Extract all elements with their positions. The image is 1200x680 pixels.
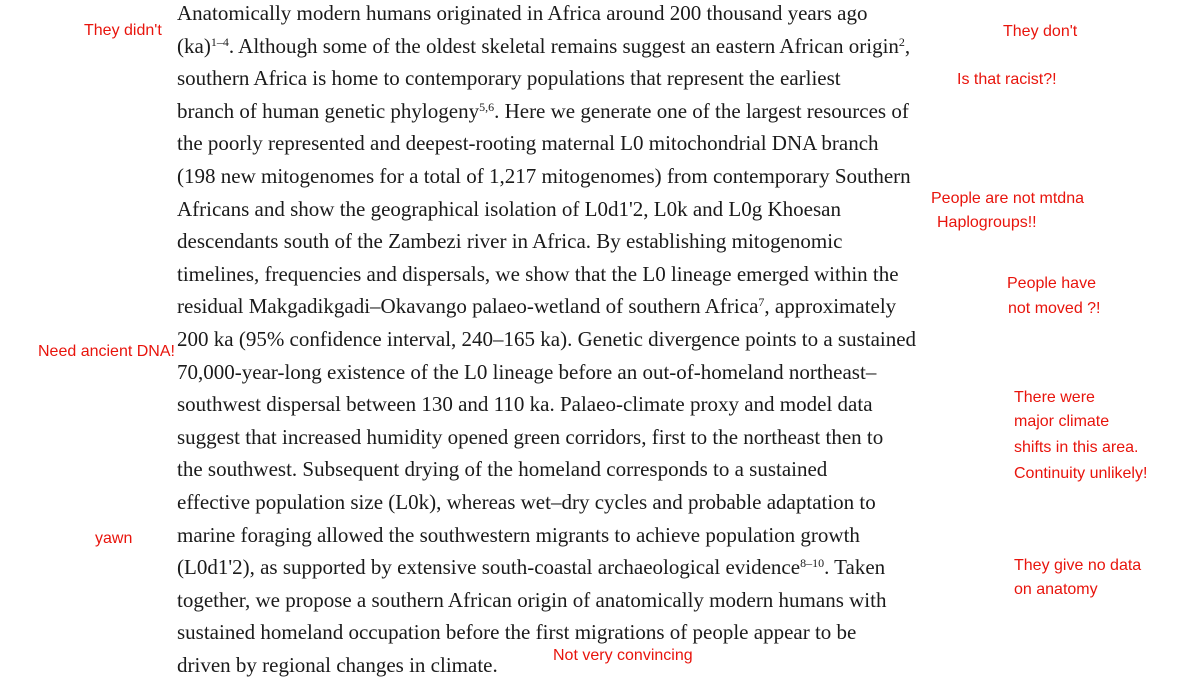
- annotation-yawn: yawn: [95, 530, 133, 547]
- abstract-line: southwest dispersal between 130 and 110 ka. Palaeo-climate proxy and model data: [177, 392, 873, 417]
- abstract-line: together, we propose a southern African origin of anatomically modern humans with: [177, 587, 887, 612]
- annotation-on-anatomy: on anatomy: [1014, 581, 1098, 598]
- abstract-text: [177, 0, 1017, 675]
- annotation-continuity-unlikely: Continuity unlikely!: [1014, 465, 1148, 482]
- annotation-not-convincing: Not very convincing: [553, 647, 693, 664]
- annotation-there-were: There were: [1014, 389, 1095, 406]
- annotation-they-dont: They don't: [1003, 23, 1078, 40]
- annotation-shifts: shifts in this area.: [1014, 439, 1139, 456]
- abstract-line: (L0d1'2), as supported by extensive south-coastal archaeological evidence$^{8-10}$. Taken: [177, 555, 886, 580]
- annotation-people-have: People have: [1007, 275, 1096, 292]
- abstract-line: descendants south of the Zambezi river in Africa. By establishing mitogenomic: [177, 229, 843, 254]
- annotation-they-didnt: They didn't: [84, 22, 162, 39]
- abstract-line: Anatomically modern humans originated in Africa around 200 thousand years ago: [177, 1, 868, 25]
- annotation-people-not-mtdna: People are not mtdna: [931, 190, 1084, 207]
- abstract-line: 70,000-year-long existence of the L0 lineage before an out-of-homeland northeast–: [177, 359, 877, 384]
- annotation-is-that-racist: Is that racist?!: [957, 71, 1057, 88]
- abstract-line: timelines, frequencies and dispersals, we show that the L0 lineage emerged within the: [177, 261, 899, 286]
- abstract-line: southern Africa is home to contemporary populations that represent the earliest: [177, 66, 841, 91]
- abstract-line: branch of human genetic phylogeny$^{5,6}$. Here we generate one of the largest resources of: [177, 98, 909, 123]
- abstract-line: marine foraging allowed the southwestern migrants to achieve population growth: [177, 522, 860, 547]
- annotation-no-data: They give no data: [1014, 557, 1142, 574]
- abstract-line: effective population size (L0k), whereas wet–dry cycles and probable adaptation to: [177, 490, 876, 514]
- abstract-line: suggest that increased humidity opened green corridors, first to the northeast then to: [177, 424, 884, 449]
- abstract-line: residual Makgadikgadi–Okavango palaeo-wetland of southern Africa$^7$, approximately: [177, 294, 897, 319]
- abstract-line: (198 new mitogenomes for a total of 1,217 mitogenomes) from contemporary Southern: [177, 164, 911, 188]
- annotation-need-ancient-dna: Need ancient DNA!: [38, 343, 175, 360]
- abstract-line: driven by regional changes in climate.: [177, 653, 498, 677]
- annotation-major-climate: major climate: [1014, 413, 1110, 430]
- annotation-not-moved: not moved ?!: [1008, 300, 1101, 317]
- abstract-line: sustained homeland occupation before the first migrations of people appear to be: [177, 620, 857, 645]
- abstract-line: Africans and show the geographical isolation of L0d1'2, L0k and L0g Khoesan: [177, 196, 841, 221]
- annotation-haplogroups: Haplogroups!!: [937, 214, 1037, 231]
- abstract-line: (ka)$^{1-4}$. Although some of the oldest skeletal remains suggest an eastern African origin$^2$,: [177, 33, 911, 58]
- abstract-line: the southwest. Subsequent drying of the homeland corresponds to a sustained: [177, 457, 828, 482]
- abstract-line: 200 ka (95% confidence interval, 240–165 ka). Genetic divergence points to a sustained: [177, 327, 917, 351]
- abstract-line: the poorly represented and deepest-rooting maternal L0 mitochondrial DNA branch: [177, 131, 879, 156]
